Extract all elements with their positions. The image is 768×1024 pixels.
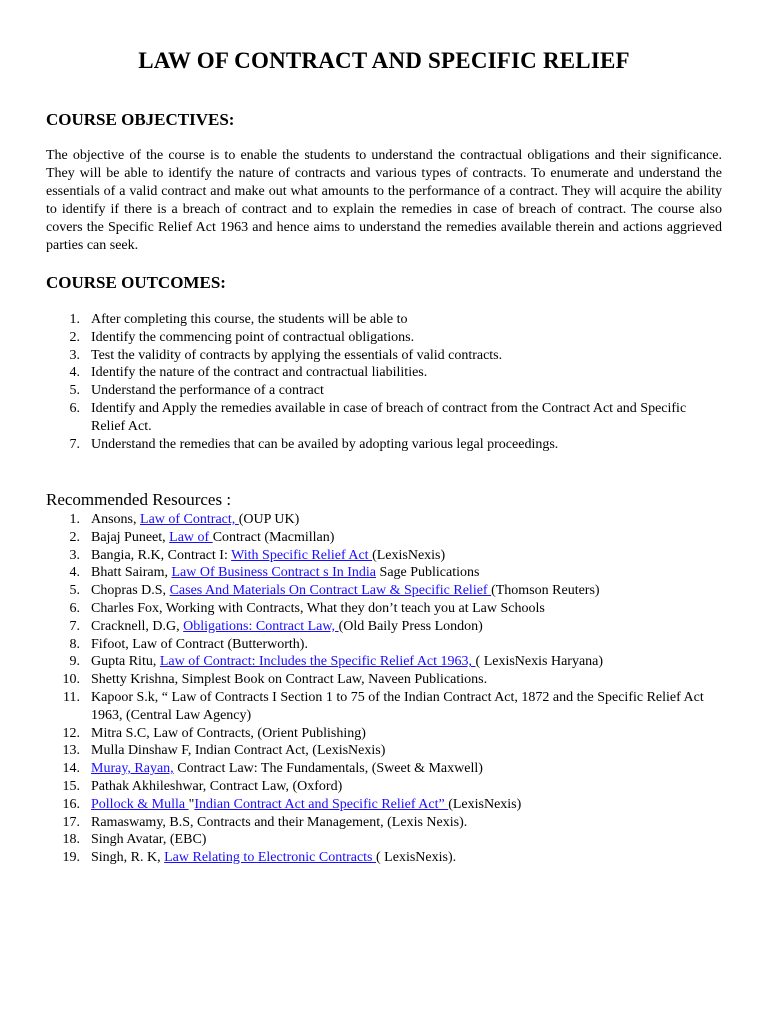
list-number: 3. bbox=[69, 347, 80, 363]
resource-item bbox=[46, 778, 706, 796]
resource-text: Shetty Krishna, Simplest Book on Contract Law, Naveen Publications. bbox=[91, 672, 488, 688]
resource-text: (OUP UK) bbox=[238, 512, 300, 527]
resource-item bbox=[46, 564, 706, 582]
list-number: 15. bbox=[62, 778, 80, 794]
objectives-heading: COURSE OBJECTIVES: bbox=[46, 110, 235, 129]
outcome-item bbox=[46, 382, 706, 400]
list-number: 4. bbox=[69, 565, 80, 581]
resource-text: Charles Fox, Working with Contracts, What they don’t teach you at Law Schools bbox=[91, 600, 545, 616]
list-number: 18. bbox=[62, 832, 80, 848]
outcome-text: Identify the nature of the contract and contractual liabilities. bbox=[91, 365, 428, 381]
resource-link[interactable]: With Specific Relief Act bbox=[231, 547, 373, 563]
resources-heading: Recommended Resources : bbox=[46, 490, 232, 509]
resource-item bbox=[46, 725, 706, 743]
resource-text: Ansons, bbox=[91, 512, 141, 527]
outcome-text: Identify and Apply the remedies available in case of breach of contract from the Contract Act and Specific Relief Act. bbox=[91, 400, 687, 434]
resource-item bbox=[46, 671, 706, 689]
resource-text: Fifoot, Law of Contract (Butterworth). bbox=[91, 636, 308, 652]
resource-item bbox=[46, 742, 706, 760]
resource-item bbox=[46, 814, 706, 832]
resource-text: " bbox=[188, 796, 195, 812]
resource-text: (LexisNexis) bbox=[448, 796, 522, 812]
list-number: 7. bbox=[69, 618, 80, 634]
resource-link[interactable]: Pollock & Mulla bbox=[91, 796, 189, 812]
resource-text: Chopras D.S, bbox=[91, 583, 170, 599]
list-number: 1. bbox=[69, 512, 80, 527]
outcome-item bbox=[46, 347, 706, 365]
outcome-item bbox=[46, 400, 706, 436]
resource-item bbox=[46, 636, 706, 654]
resource-item bbox=[46, 582, 706, 600]
resource-item bbox=[46, 849, 706, 867]
outcome-text: Identify the commencing point of contractual obligations. bbox=[91, 329, 415, 345]
resource-text: Ramaswamy, B.S, Contracts and their Management, (Lexis Nexis). bbox=[91, 814, 468, 830]
outcome-text: After completing this course, the students will be able to bbox=[91, 312, 408, 327]
resource-link[interactable]: Muray, Rayan, bbox=[91, 761, 174, 777]
outcome-item bbox=[46, 329, 706, 347]
list-number: 19. bbox=[62, 850, 80, 866]
resource-text: Bajaj Puneet, bbox=[91, 529, 170, 545]
resource-text: Pathak Akhileshwar, Contract Law, (Oxford) bbox=[91, 778, 343, 794]
list-number: 2. bbox=[69, 529, 80, 545]
resource-item bbox=[46, 600, 706, 618]
resource-text: (LexisNexis) bbox=[372, 547, 446, 563]
resource-item bbox=[46, 529, 706, 547]
outcomes-heading: COURSE OUTCOMES: bbox=[46, 273, 226, 292]
outcome-item bbox=[46, 311, 706, 329]
resource-text: Gupta Ritu, bbox=[91, 654, 160, 670]
list-number: 4. bbox=[69, 365, 80, 381]
list-number: 7. bbox=[69, 436, 80, 452]
list-number: 13. bbox=[62, 743, 80, 759]
resource-text: Bhatt Sairam, bbox=[91, 565, 172, 581]
resource-item bbox=[46, 796, 706, 814]
objectives-paragraph: The objective of the course is to enable the students to understand the contractual obligations and their significance. They will be able to identify the nature of contracts and various types of contracts. To enumerate and understand the essentials of a valid contract and make out what amounts to the performance of a contract. They will acquire the ability to identify if there is a breach of contract and to explain the remedies in case of breach of contract. The course also covers the Specific Relief Act 1963 and hence aims to understand the remedies available therein and actions aggrieved parties can seek. bbox=[46, 148, 722, 253]
resource-item bbox=[46, 618, 706, 636]
resource-link[interactable]: Law Of Business Contract s In India bbox=[171, 565, 377, 581]
resource-item bbox=[46, 511, 706, 529]
list-number: 6. bbox=[69, 600, 80, 616]
resource-text: Bangia, R.K, Contract I: bbox=[91, 547, 232, 563]
list-number: 8. bbox=[69, 636, 80, 652]
resource-text: Contract Law: The Fundamentals, (Sweet & Maxwell) bbox=[173, 761, 483, 777]
resource-item bbox=[46, 653, 706, 671]
list-number: 17. bbox=[62, 814, 80, 830]
resource-item bbox=[46, 760, 706, 778]
resource-item bbox=[46, 547, 706, 565]
resource-text: ( LexisNexis). bbox=[376, 850, 457, 866]
resource-item bbox=[46, 689, 706, 725]
list-number: 14. bbox=[62, 761, 80, 777]
page-title: LAW OF CONTRACT AND SPECIFIC RELIEF bbox=[138, 48, 630, 73]
resource-link[interactable]: Law Relating to Electronic Contracts bbox=[164, 850, 377, 866]
resource-text: Singh Avatar, (EBC) bbox=[91, 832, 207, 848]
resource-link[interactable]: Law of Contract: Includes the Specific Relief Act 1963, bbox=[159, 654, 476, 670]
resource-text: (Old Baily Press London) bbox=[338, 618, 483, 634]
list-number: 10. bbox=[62, 672, 80, 688]
resource-item bbox=[46, 831, 706, 849]
list-number: 16. bbox=[62, 796, 80, 812]
list-number: 5. bbox=[69, 383, 80, 399]
list-number: 2. bbox=[69, 329, 80, 345]
list-number: 3. bbox=[69, 547, 80, 563]
resource-text: Mulla Dinshaw F, Indian Contract Act, (LexisNexis) bbox=[91, 743, 386, 759]
list-number: 9. bbox=[69, 654, 80, 670]
resource-text: Kapoor S.k, “ Law of Contracts I Section 1 to 75 of the Indian Contract Act, 1872 and the Specific Relief Act 1963, (Central Law Agency) bbox=[91, 689, 704, 723]
resource-link[interactable]: Law of Contract, bbox=[140, 512, 239, 527]
resource-text: (Thomson Reuters) bbox=[491, 583, 600, 599]
resource-text: ( LexisNexis Haryana) bbox=[475, 654, 604, 670]
list-number: 12. bbox=[62, 725, 80, 741]
outcome-item bbox=[46, 364, 706, 382]
list-number: 1. bbox=[69, 312, 80, 327]
outcome-text: Understand the performance of a contract bbox=[91, 383, 324, 399]
resource-text: Mitra S.C, Law of Contracts, (Orient Publishing) bbox=[91, 725, 366, 741]
resource-link[interactable]: Indian Contract Act and Specific Relief Act” bbox=[194, 796, 449, 812]
list-number: 5. bbox=[69, 583, 80, 599]
resource-link[interactable]: Cases And Materials On Contract Law & Specific Relief bbox=[169, 583, 492, 599]
outcomes-list bbox=[46, 311, 706, 453]
list-number: 6. bbox=[69, 400, 80, 416]
outcome-item bbox=[46, 436, 706, 454]
list-number: 11. bbox=[63, 689, 80, 705]
resource-text: Sage Publications bbox=[376, 565, 480, 581]
outcome-text: Understand the remedies that can be availed by adopting various legal proceedings. bbox=[91, 436, 559, 452]
resource-text: Contract (Macmillan) bbox=[212, 529, 335, 545]
resource-link[interactable]: Law of bbox=[169, 529, 213, 545]
outcome-text: Test the validity of contracts by applying the essentials of valid contracts. bbox=[91, 347, 503, 363]
resource-text: Cracknell, D.G, bbox=[91, 618, 184, 634]
resources-list bbox=[46, 511, 706, 867]
resource-text: Singh, R. K, bbox=[91, 850, 165, 866]
resource-link[interactable]: Obligations: Contract Law, bbox=[183, 618, 339, 634]
